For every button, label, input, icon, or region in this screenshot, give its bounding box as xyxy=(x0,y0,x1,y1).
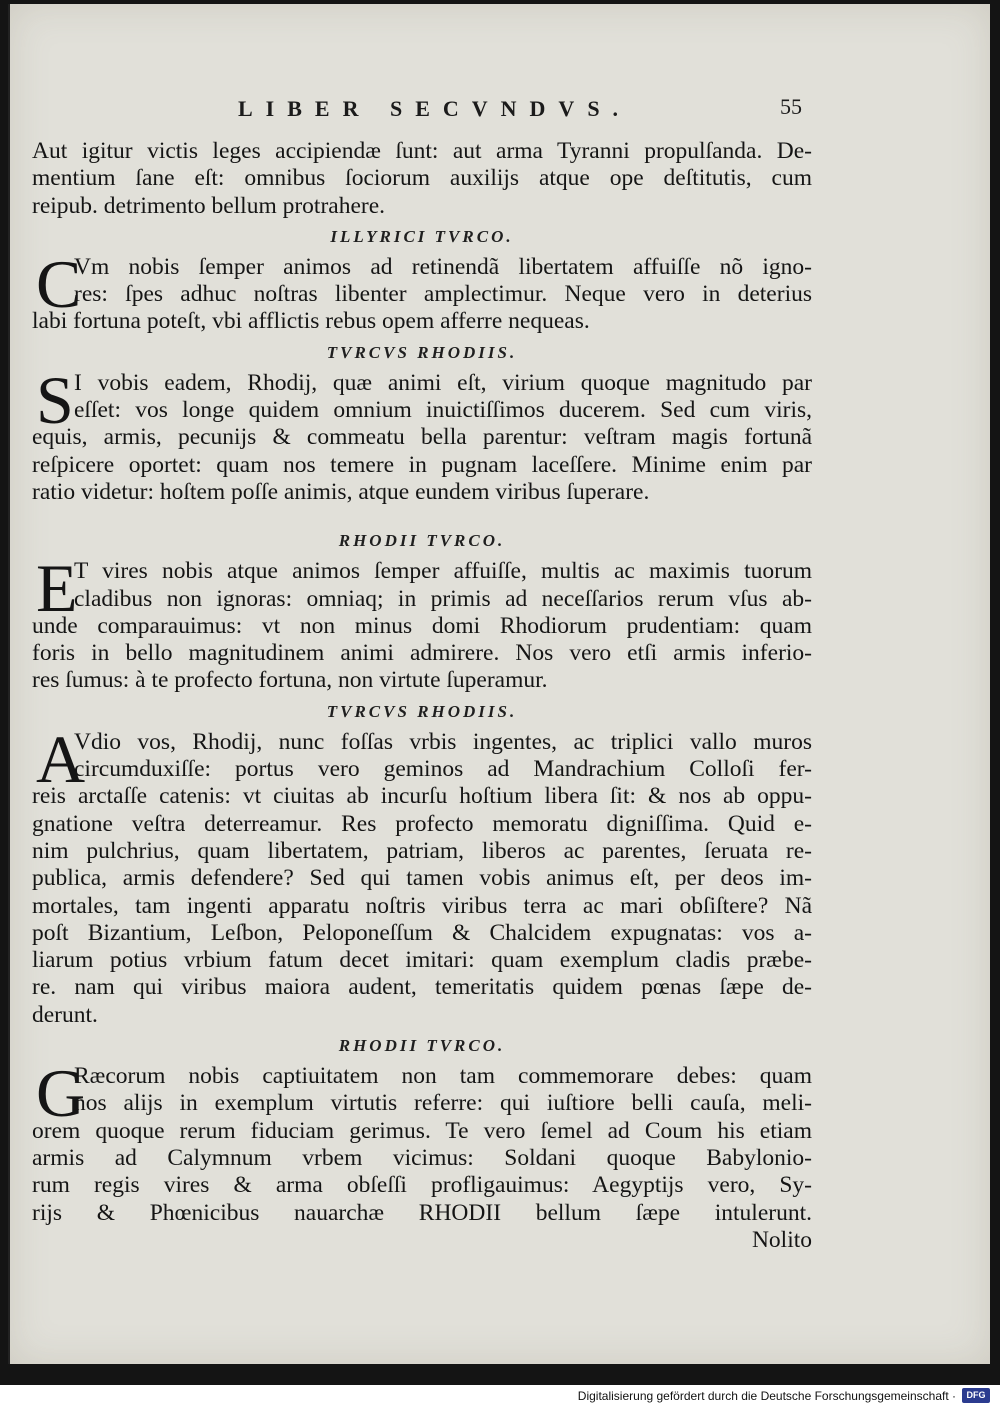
section-paragraph xyxy=(32,720,812,1029)
page-number: 55 xyxy=(780,94,802,119)
text-line: cladibus non ignoras: omniaq; in primis ad neceſſarios rerum vſus ab- xyxy=(74,585,812,612)
text-line: reſpicere oportet: quam nos temere in pugnam laceſſere. Minime enim par xyxy=(32,451,812,478)
text-line: res: ſpes adhuc noſtras libenter amplectimur. Neque vero in deterius xyxy=(74,281,812,308)
drop-cap: G xyxy=(36,1055,86,1132)
section-heading: TVRCVS RHODIIS. xyxy=(326,342,518,362)
text-line: Vdio vos, Rhodij, nunc foſſas vrbis ingentes, ac triplici vallo muros xyxy=(74,728,812,755)
text-line: labi fortuna poteſt, vbi afflictis rebus opem afferre nequeas. xyxy=(32,308,590,335)
running-head-title: LIBER SECVNDVS. xyxy=(238,96,632,121)
text-line: gnatione veſtra deterreamur. Res profecto memoratu digniſſima. Quid e- xyxy=(32,810,812,837)
text-line: mortales, tam ingenti apparatu noſtris viribus terra ac mari obſiſtere? Nã xyxy=(32,892,812,919)
text-line: eſſet: vos longe quidem omnium inuictiſſimos ducerem. Sed cum viris, xyxy=(74,397,812,424)
text-line: nim pulchrius, quam libertatem, patriam, liberos ac parentes, ſeruata re- xyxy=(32,837,812,864)
text-line: res ſumus: à te profecto fortuna, non virtute ſuperamur. xyxy=(32,667,548,694)
text-line: mentium ſane eſt: omnibus ſociorum auxilijs atque ope deſtitutis, cum xyxy=(32,165,812,192)
text-line: reipub. detrimento bellum protrahere. xyxy=(32,192,386,219)
text-line: reis arctaſſe catenis: vt ciuitas ab incurſu hoſtium libera ſit: & nos ab oppu- xyxy=(32,783,812,810)
book-page xyxy=(8,4,990,1364)
text-line: ratio videtur: hoſtem poſſe animis, atque eundem viribus ſuperare. xyxy=(32,478,650,505)
section-paragraph xyxy=(32,361,812,506)
drop-cap: A xyxy=(36,720,86,797)
section-heading: ILLYRICI TVRCO. xyxy=(330,226,514,246)
text-line: equis, armis, pecunijs & commeatu bella parentur: veſtram magis fortunã xyxy=(32,424,812,451)
funding-credit: Digitalisierung gefördert durch die Deutsche Forschungsgemeinschaft · xyxy=(577,1389,956,1403)
section-paragraph xyxy=(32,550,812,694)
text-line: rum regis vires & arma obſeſſi profligauimus: Aegyptijs vero, Sy- xyxy=(32,1172,812,1199)
section-paragraph xyxy=(32,245,812,336)
text-line: Vm nobis ſemper animos ad retinendã libertatem affuiſſe nõ igno- xyxy=(74,253,812,280)
dfg-logo: DFG xyxy=(962,1388,990,1403)
text-line: unde comparauimus: vt non minus domi Rhodiorum prudentiam: quam xyxy=(32,612,812,639)
section-heading: RHODII TVRCO. xyxy=(338,1036,506,1056)
section-paragraph xyxy=(32,1055,812,1227)
text-line: liarum potius vrbium fatum decet imitari: quam exemplum cladis præbe- xyxy=(32,947,812,974)
text-line: Ræcorum nobis captiuitatem non tam commemorare debes: quam xyxy=(74,1063,812,1090)
text-line: foris in bello magnitudinem animi admirere. Nos vero etſi armis inferio- xyxy=(32,640,812,667)
drop-cap: S xyxy=(36,361,74,438)
catchword: Nolito xyxy=(751,1226,812,1253)
running-head xyxy=(10,96,990,136)
footer-bar xyxy=(0,1385,1000,1408)
drop-cap: E xyxy=(36,550,78,627)
text-line: publica, armis defendere? Sed qui tamen vobis animus eſt, per deos im- xyxy=(32,865,812,892)
text-line: orem quoque rerum fiduciam gerimus. Te vero ſemel ad Coum his etiam xyxy=(32,1117,812,1144)
text-line: I vobis eadem, Rhodij, quæ animi eſt, virium quoque magnitudo par xyxy=(74,369,812,396)
text-line: Aut igitur victis leges accipiendæ ſunt: aut arma Tyranni propulſanda. De- xyxy=(32,138,812,164)
text-line: poſt Bizantium, Leſbon, Peloponeſſum & Chalcidem expugnatas: vos a- xyxy=(32,919,812,946)
text-line: re. nam qui viribus maiora audent, temeritatis quidem pœnas ſæpe de- xyxy=(32,974,812,1001)
text-line: armis ad Calymnum vrbem vicimus: Soldani quoque Babylonio- xyxy=(32,1144,812,1171)
opening-paragraph xyxy=(32,138,812,220)
text-line: T vires nobis atque animos ſemper affuiſſe, multis ac maximis tuorum xyxy=(74,558,812,585)
section-heading: RHODII TVRCO. xyxy=(338,531,506,551)
text-line: nos alijs in exemplum virtutis referre: qui iuſtiore belli cauſa, meli- xyxy=(74,1090,812,1117)
drop-cap: C xyxy=(36,245,82,322)
text-line: derunt. xyxy=(32,1001,98,1028)
text-line: circumduxiſſe: portus vero geminos ad Mandrachium Colloſi fer- xyxy=(74,756,812,783)
text-block xyxy=(32,138,812,1254)
text-line: rijs & Phœnicibus nauarchæ RHODII bellum ſæpe intulerunt. xyxy=(32,1199,812,1226)
section-heading: TVRCVS RHODIIS. xyxy=(326,701,518,721)
